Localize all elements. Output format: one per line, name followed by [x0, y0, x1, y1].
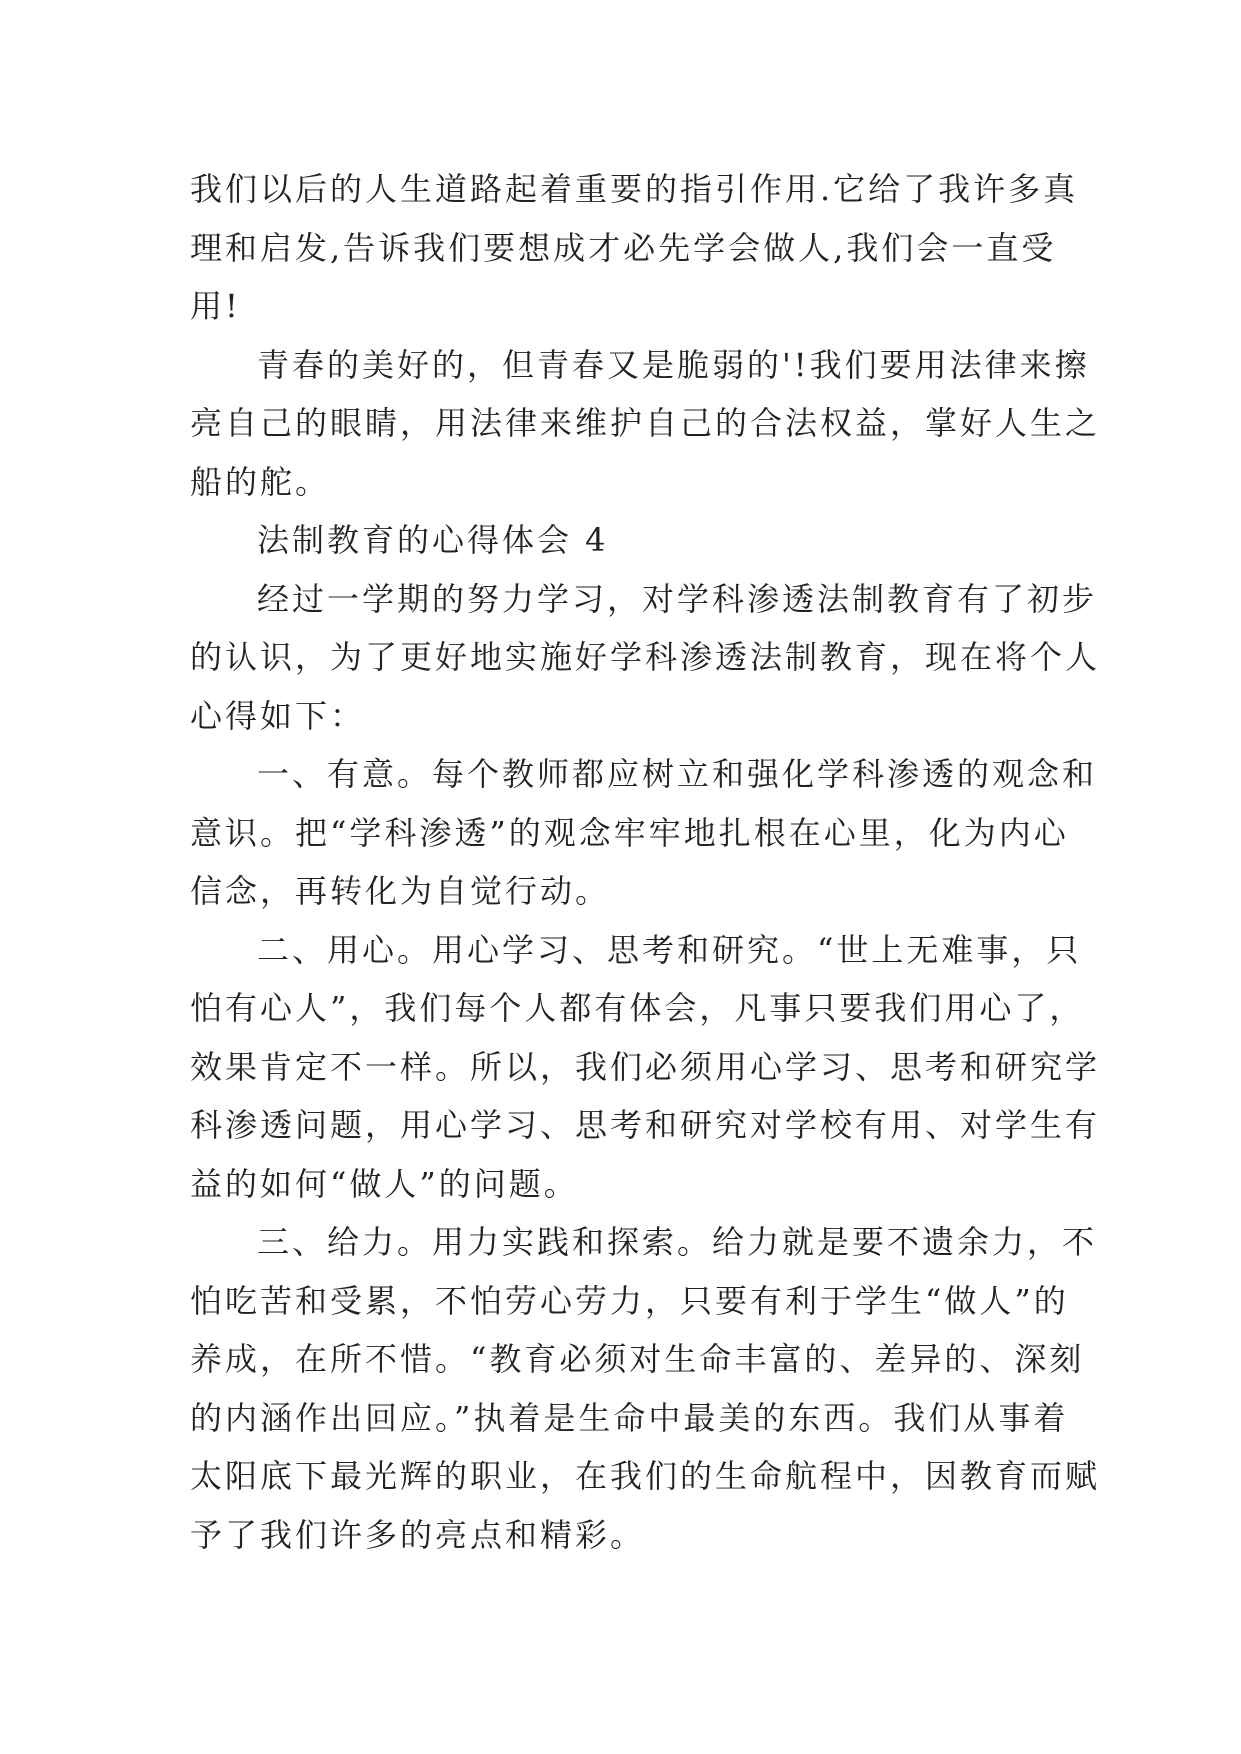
text-line: 太阳底下最光辉的职业，在我们的生命航程中，因教育而赋	[190, 1457, 1101, 1495]
text-line: 科渗透问题，用心学习、思考和研究对学校有用、对学生有	[190, 1106, 1101, 1144]
text-line: 理和启发,告诉我们要想成才必先学会做人,我们会一直受	[190, 228, 1057, 267]
text-line: 的认识，为了更好地实施好学科渗透法制教育，现在将个人	[190, 638, 1101, 676]
text-line: 亮自己的眼睛，用法律来维护自己的合法权益，掌好人生之	[190, 404, 1101, 442]
section-heading: 法制教育的心得体会 4	[257, 521, 609, 559]
paragraph-start-line: 二、用心。用心学习、思考和研究。“世上无难事，只	[257, 930, 1082, 969]
text-line: 怕吃苦和受累，不怕劳心劳力，只要有利于学生“做人”的	[190, 1281, 1069, 1320]
text-line: 怕有心人”，我们每个人都有体会，凡事只要我们用心了，	[190, 989, 1085, 1027]
text-line: 船的舵。	[190, 462, 331, 501]
document-body	[190, 160, 1101, 1564]
text-line: 用!	[190, 287, 241, 325]
text-line: 意识。把“学科渗透”的观念牢牢地扎根在心里，化为内心	[190, 813, 1069, 852]
text-line: 予了我们许多的亮点和精彩。	[190, 1515, 646, 1554]
text-line: 养成，在所不惜。“教育必须对生命丰富的、差异的、深刻	[190, 1340, 1085, 1378]
paragraph-start-line: 三、给力。用力实践和探索。给力就是要不遗余力，不	[257, 1223, 1098, 1261]
paragraph-start-line: 经过一学期的努力学习，对学科渗透法制教育有了初步	[257, 579, 1098, 618]
text-line: 益的如何“做人”的问题。	[190, 1164, 579, 1203]
text-line: 信念，再转化为自觉行动。	[190, 872, 611, 910]
text-line: 效果肯定不一样。所以，我们必须用心学习、思考和研究学	[190, 1047, 1101, 1086]
text-line: 的内涵作出回应。”执着是生命中最美的东西。我们从事着	[190, 1398, 1069, 1437]
paragraph-start-line: 一、有意。每个教师都应树立和强化学科渗透的观念和	[257, 755, 1098, 793]
text-line: 我们以后的人生道路起着重要的指引作用.它给了我许多真	[190, 170, 1079, 208]
paragraph-start-line: 青春的美好的，但青春又是脆弱的'!我们要用法律来擦	[257, 345, 1090, 384]
text-line: 心得如下：	[190, 696, 366, 735]
